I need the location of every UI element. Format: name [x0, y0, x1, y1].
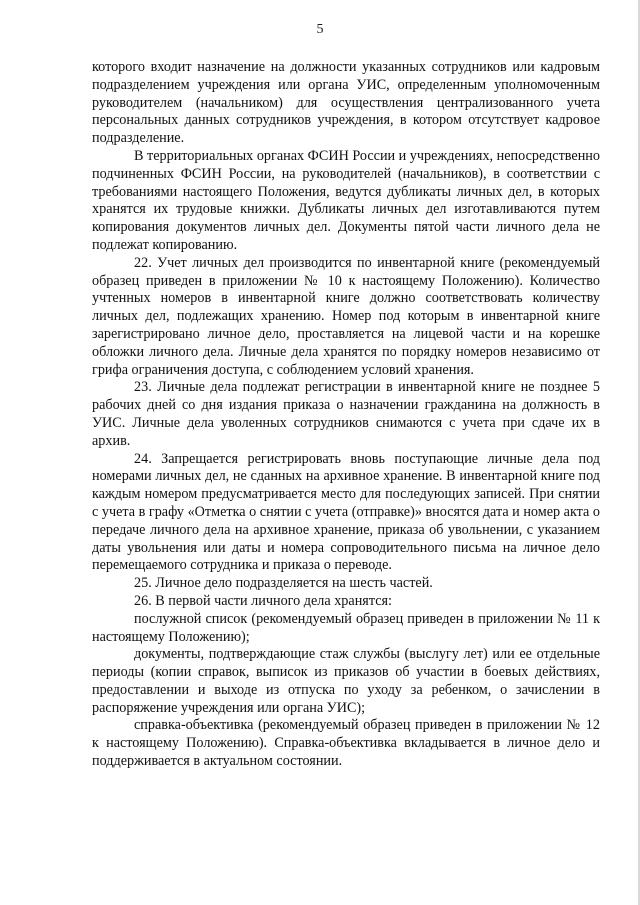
list-item-service-record: послужной список (рекомендуемый образец приведен в приложении № 11 к настоящему Положению); — [92, 610, 600, 645]
paragraph-26: 26. В первой части личного дела хранятся: — [134, 592, 392, 609]
page-number: 5 — [316, 22, 324, 37]
paragraph-duplicates: В территориальных органах ФСИН России и учреждениях, непосредственно подчиненных ФСИН России, на руководителей (начальников), в соответствии с требованиями настоящего Положения, ведутся дубликаты личных дел, в которых хранятся их трудовые книжки. Дубликаты личных дел изготавливаются путем копирования документов личных дел. Документы пятой части личного дела не подлежат копированию. — [92, 147, 600, 253]
paragraph-continuation: которого входит назначение на должности указанных сотрудников или кадровым подразделением учреждения или органа УИС, определенным уполномоченным руководителем (начальником) для осуществления централизованного учета персональных данных сотрудников учреждения, в котором отсутствует кадровое подразделение. — [92, 59, 600, 147]
document-body — [92, 59, 600, 771]
paragraph-24: 24. Запрещается регистрировать вновь поступающие личные дела под номерами личных дел, не сданных на архивное хранение. В инвентарной книге под каждым номером предусматривается место для последующих записей. При снятии с учета в графу «Отметка о снятии с учета (отправке)» вносятся дата и номер акта о передаче личного дела на архивное хранение, приказа об увольнении, с указанием даты увольнения или даты и номера сопроводительного письма на личное дело перемещаемого сотрудника и приказа о переводе. — [92, 450, 600, 574]
paragraph-22: 22. Учет личных дел производится по инвентарной книге (рекомендуемый образец приведен в приложении № 10 к настоящему Положению). Количество учтенных номеров в инвентарной книге должно соответствовать количеству личных дел, подлежащих хранению. Номер под которым в инвентарной книге зарегистрировано личное дело, проставляется на лицевой части и на корешке обложки личного дела. Личные дела хранятся по порядку номеров независимо от грифа ограничения доступа, с соблюдением условий хранения. — [92, 254, 600, 378]
list-item-service-documents: документы, подтверждающие стаж службы (выслугу лет) или ее отдельные периоды (копии справок, выписок из приказов об участии в боевых действиях, предоставлении и выходе из отпуска по уходу за ребенком, о зачислении в распоряжение учреждения или органа УИС); — [92, 646, 600, 716]
paragraph-25: 25. Личное дело подразделяется на шесть частей. — [134, 575, 433, 592]
list-item-reference: справка-объективка (рекомендуемый образец приведен в приложении № 12 к настоящему Положению). Справка-объективка вкладывается в личное дело и поддерживается в актуальном состоянии. — [92, 717, 600, 770]
paragraph-23: 23. Личные дела подлежат регистрации в инвентарной книге не позднее 5 рабочих дней со дня издания приказа о назначении гражданина на должность в УИС. Личные дела уволенных сотрудников снимаются с учета при сдаче их в архив. — [92, 379, 600, 449]
